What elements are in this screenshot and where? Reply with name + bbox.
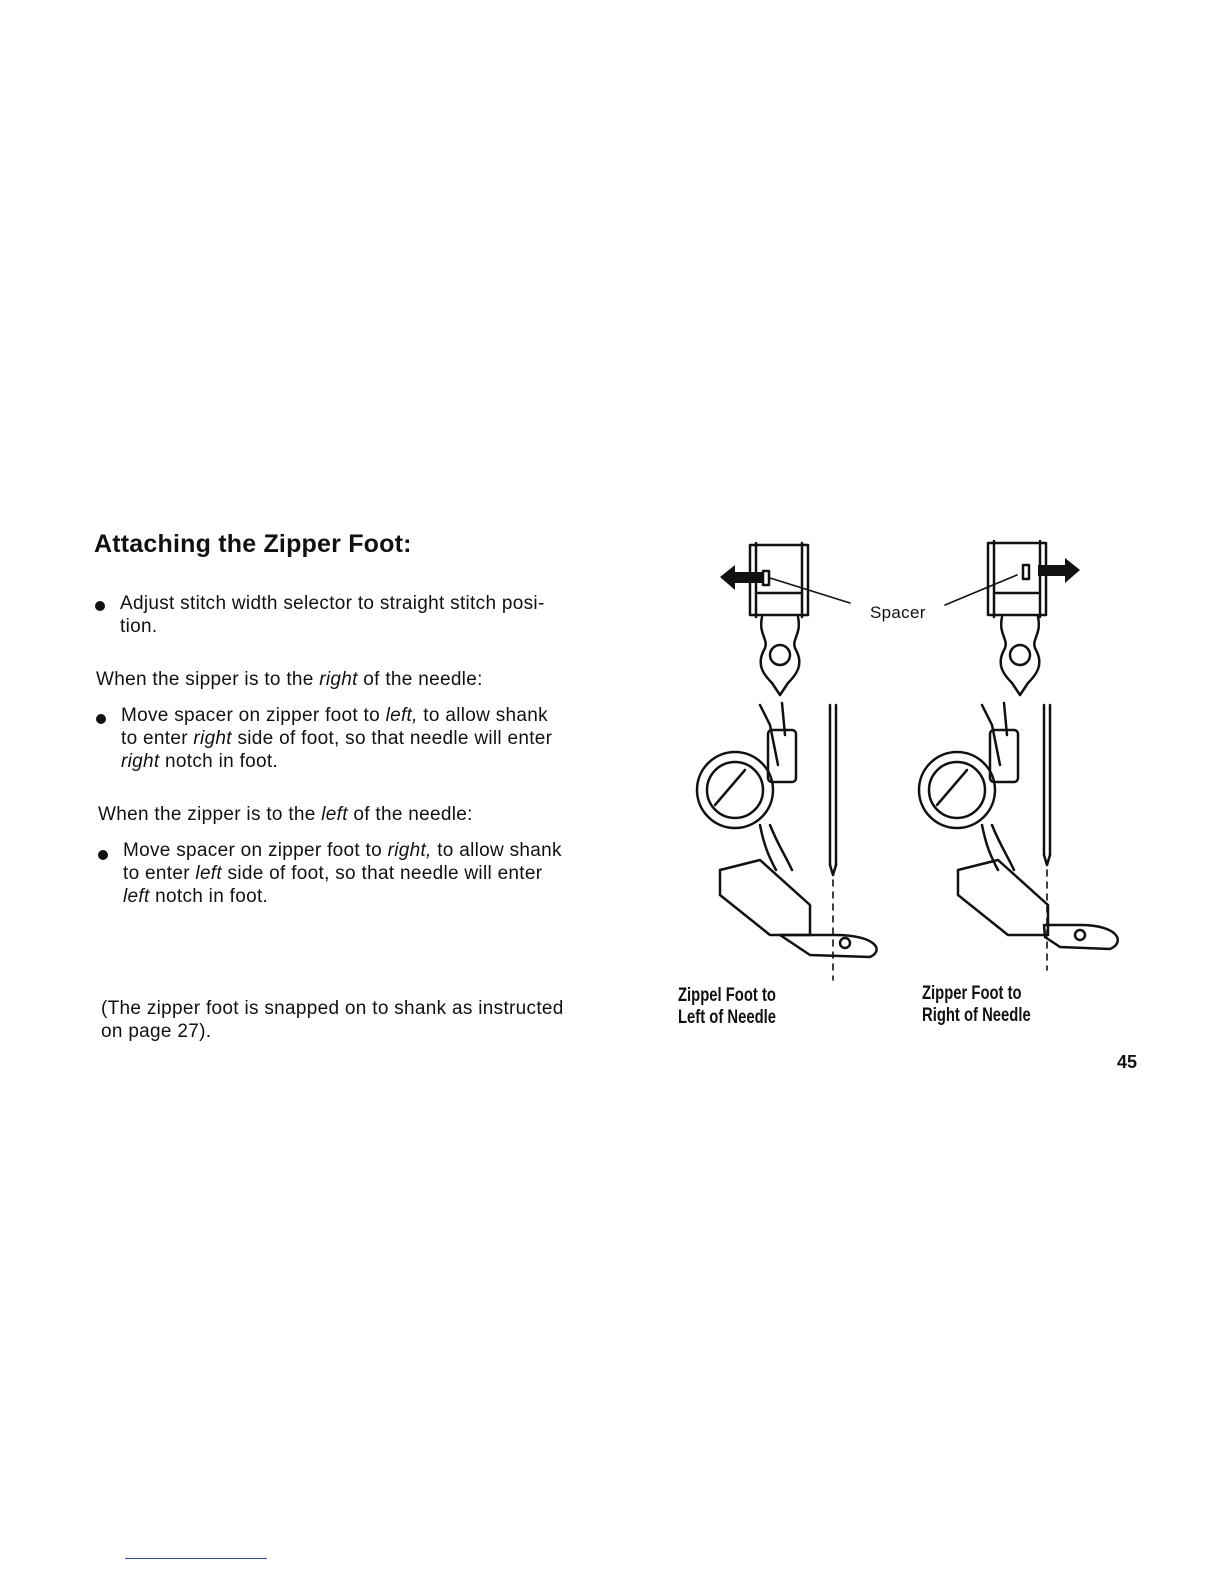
right-zipper-foot-detail bbox=[988, 541, 1046, 695]
note-text: (The zipper foot is snapped on to shank as instructed on page 27). bbox=[101, 998, 564, 1042]
right-arrow-icon bbox=[1038, 558, 1080, 583]
left-of-needle-intro: When the zipper is to the left of the needle: bbox=[98, 804, 473, 825]
bullet-2-text: Move spacer on zipper foot to left, to allow shank to enter right side of foot, so that needle will enter right notch in foot. bbox=[121, 705, 553, 772]
spacer-label: Spacer bbox=[870, 603, 926, 622]
section-heading: Attaching the Zipper Foot: bbox=[94, 530, 412, 558]
right-of-needle-intro: When the sipper is to the right of the needle: bbox=[96, 669, 483, 690]
bullet-icon bbox=[98, 850, 108, 860]
footer-rule bbox=[125, 1558, 267, 1559]
left-zipper-foot-detail bbox=[750, 543, 808, 695]
page-number: 45 bbox=[1117, 1052, 1138, 1072]
right-presser-assembly bbox=[919, 703, 1118, 970]
caption-left-of-needle: Zippel Foot to Left of Needle bbox=[678, 985, 776, 1028]
caption-right-of-needle: Zipper Foot to Right of Needle bbox=[922, 983, 1031, 1026]
left-presser-assembly bbox=[697, 703, 877, 980]
bullet-icon bbox=[95, 601, 105, 611]
bullet-icon bbox=[96, 714, 106, 724]
bullet-1-text: Adjust stitch width selector to straight stitch posi- tion. bbox=[120, 593, 545, 637]
bullet-3-text: Move spacer on zipper foot to right, to allow shank to enter left side of foot, so that needle will enter left notch in foot. bbox=[123, 840, 562, 907]
